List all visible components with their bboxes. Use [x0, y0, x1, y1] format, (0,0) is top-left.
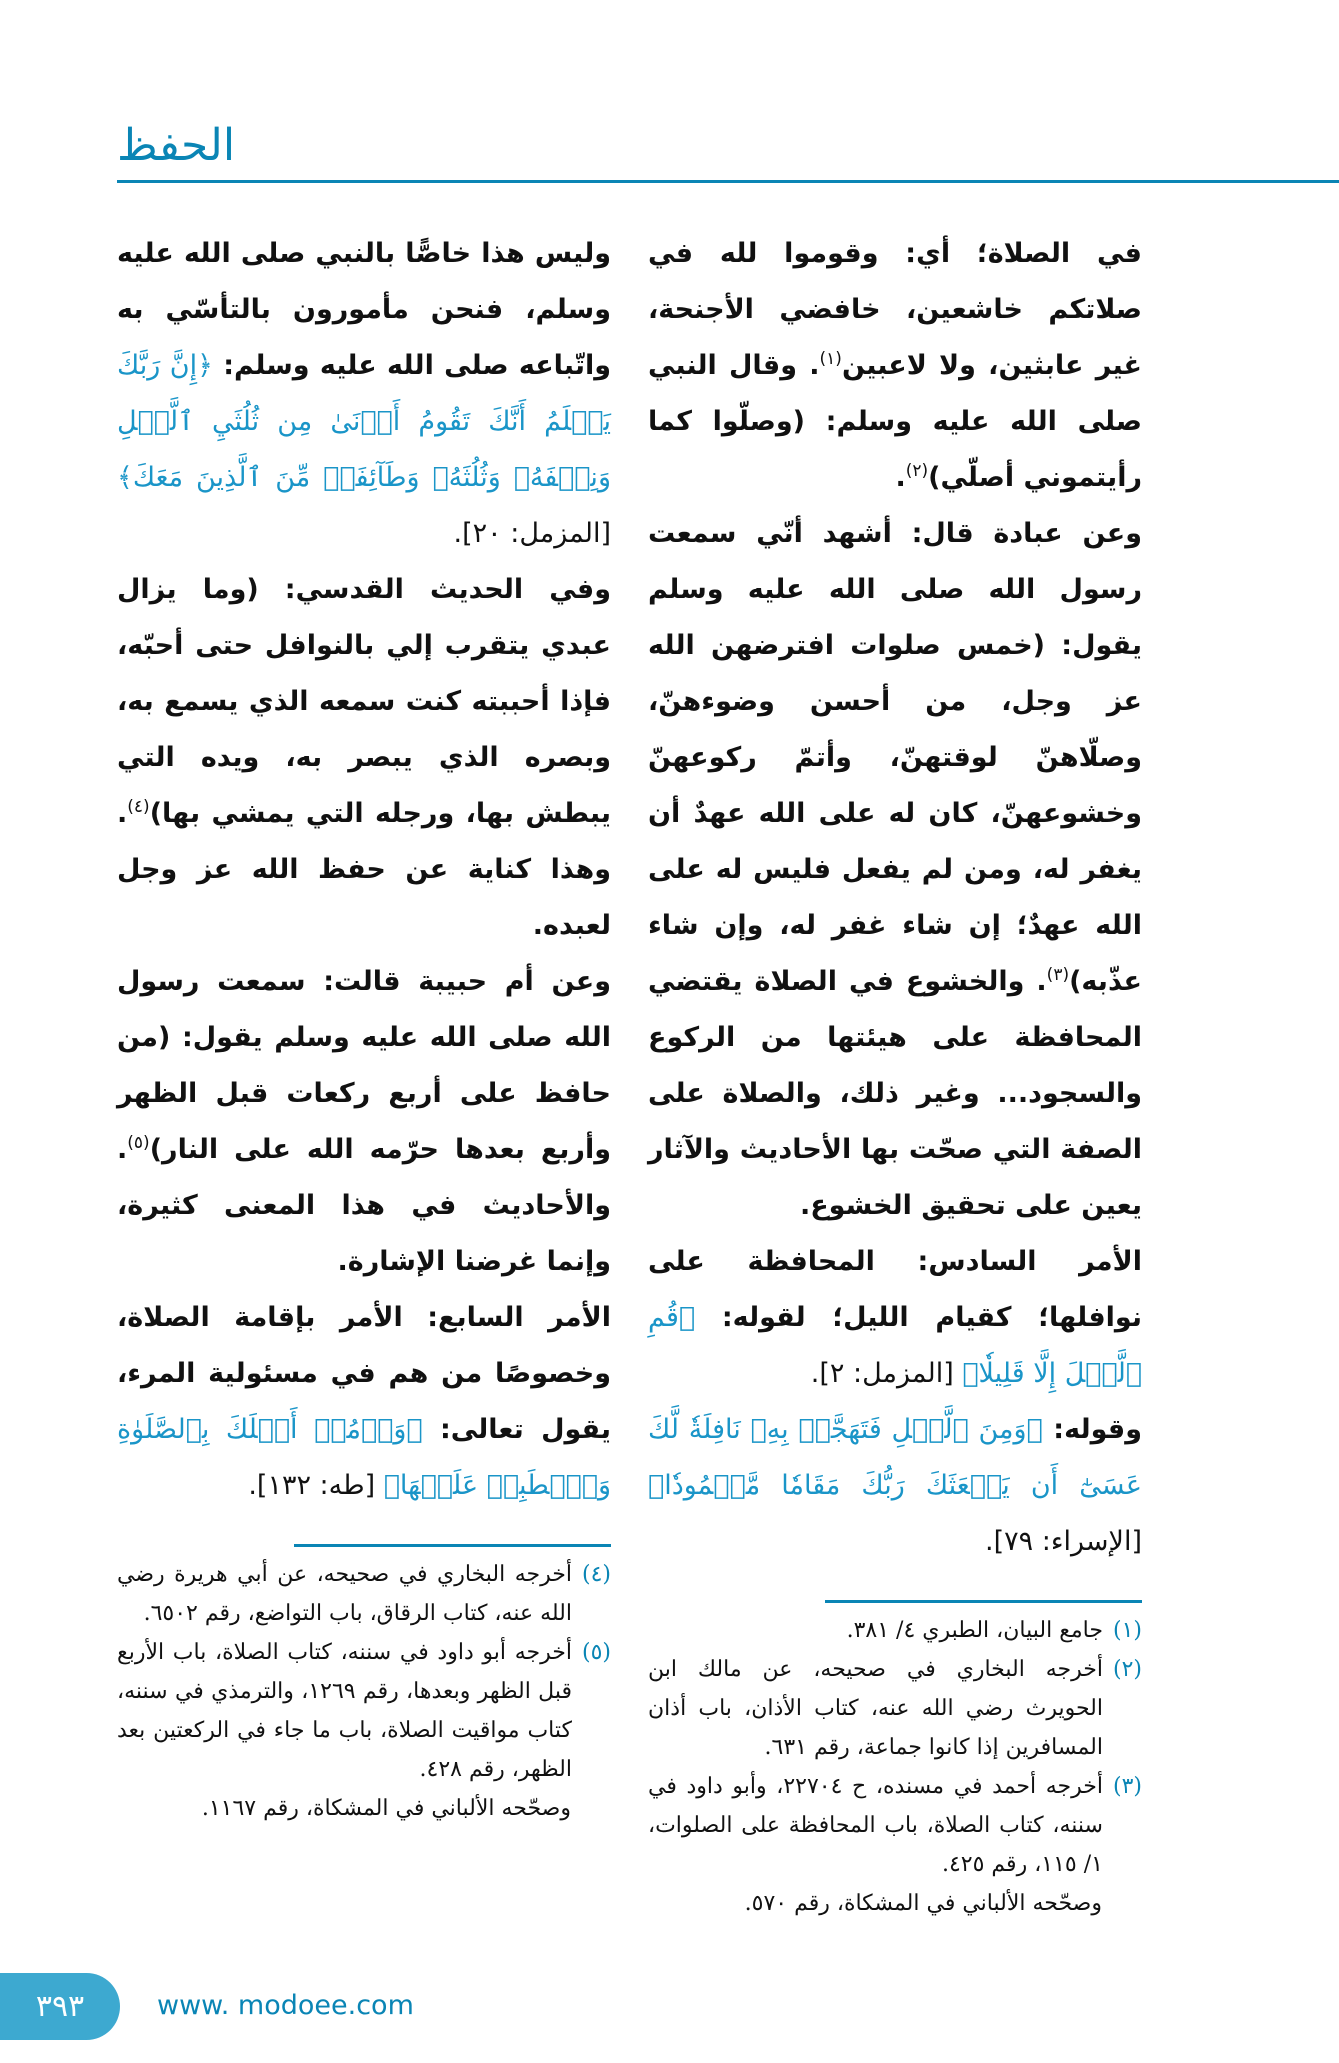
footnote-text: أخرجه البخاري في صحيحه، عن مالك ابن الحويرث رضي الله عنه، كتاب الأذان، باب أذان المسافرين إذا كانوا جماعة، رقم ٦٣١.: [648, 1657, 1103, 1760]
paragraph: [648, 226, 1142, 506]
footnote: [117, 1555, 611, 1633]
website-link[interactable]: www. modoee.com: [157, 1990, 414, 2021]
text-segment: . والأحاديث في هذا المعنى كثيرة، وإنما غرضنا الإشارة.: [117, 1134, 611, 1277]
chapter-title: الحفظ: [117, 120, 236, 171]
footnote-number: (٢): [1112, 1657, 1142, 1682]
quran-verse: ﴿وَمِنَ ٱلَّيۡلِ فَتَهَجَّدۡ بِهِۦ نَافِلَةٗ لَّكَ عَسَىٰٓ أَن يَبۡعَثَكَ رَبُّكَ مَقَامٗا مَّحۡمُودٗا﴾: [648, 1414, 1142, 1501]
text-segment: (وصلّوا كما رأيتموني أصلّي): [648, 406, 1142, 493]
left-column: [117, 226, 611, 1514]
text-segment: [الإسراء: ٧٩].: [985, 1526, 1142, 1557]
text-segment: وقوله:: [1042, 1414, 1142, 1445]
footnote-ref: (٥): [127, 1133, 150, 1153]
page-footer: [0, 1953, 1339, 2063]
footnote-note: وصحّحه الألباني في المشكاة، رقم ٥٧٠.: [744, 1891, 1102, 1916]
footnote-ref: (٤): [127, 797, 150, 817]
footnote-divider-left: [294, 1544, 611, 1547]
footnote-number: (١): [1112, 1618, 1142, 1643]
footnote-text: أخرجه أبو داود في سننه، كتاب الصلاة، باب الأربع قبل الظهر وبعدها، رقم ١٢٦٩، والترمذي في سننه، كتاب مواقيت الصلاة، باب ما جاء في الركعتين بعد الظهر، رقم ٤٢٨.: [117, 1640, 572, 1782]
right-column-wrapper: [648, 226, 1142, 1923]
footnote-number: (٥): [581, 1640, 611, 1665]
text-segment: [طه: ١٣٢].: [248, 1470, 384, 1501]
footnote: [117, 1633, 611, 1789]
paragraph: [117, 226, 611, 562]
footnote: [648, 1650, 1142, 1767]
quran-verse: ﴿وَأۡمُرۡ أَهۡلَكَ بِٱلصَّلَوٰةِ وَٱصۡطَبِرۡ عَلَيۡهَا﴾: [117, 1414, 611, 1501]
text-segment: [المزمل: ٢٠].: [453, 518, 611, 549]
left-column-wrapper: [117, 226, 611, 1923]
page-number: ٣٩٣: [35, 1989, 85, 2024]
text-segment: وعن أم حبيبة قالت: سمعت رسول الله صلى الله عليه وسلم يقول:: [117, 966, 611, 1053]
footnote-text: أخرجه البخاري في صحيحه، عن أبي هريرة رضي الله عنه، كتاب الرقاق، باب التواضع، رقم ٦٥٠٢.: [117, 1562, 572, 1626]
footnote-text: أخرجه أحمد في مسنده، ح ٢٢٧٠٤، وأبو داود في سننه، كتاب الصلاة، باب المحافظة على الصلوات، ١/ ١١٥، رقم ٤٢٥.: [648, 1774, 1103, 1877]
footnotes-left: [117, 1555, 611, 1828]
text-segment: وليس هذا خاصًّا بالنبي صلى الله عليه وسلم، فنحن مأمورون بالتأسّي به واتّباعه صلى الله عليه وسلم:: [117, 238, 612, 381]
paragraph: [117, 1290, 611, 1514]
page-header: [0, 0, 1339, 184]
footnote: [648, 1611, 1142, 1650]
text-segment: وفي الحديث القدسي:: [258, 574, 611, 605]
text-segment: الأمر السابع: الأمر بإقامة الصلاة، وخصوصًا من هم في مسئولية المرء، يقول تعالى:: [117, 1302, 612, 1445]
text-segment: .: [895, 462, 906, 493]
paragraph: [117, 562, 611, 954]
footnote-number: (٣): [1112, 1774, 1142, 1799]
paragraph: [648, 1234, 1142, 1402]
footnote-number: (٤): [581, 1562, 611, 1587]
footnotes-right: [648, 1611, 1142, 1923]
text-segment: . والخشوع في الصلاة يقتضي المحافظة على هيئتها من الركوع والسجود... وغير ذلك، والصلاة على الصفة التي صحّت بها الأحاديث والآثار يعين على تحقيق الخشوع.: [648, 966, 1142, 1221]
footnote: [648, 1767, 1142, 1884]
footnote-text: جامع البيان، الطبري ٤/ ٣٨١.: [846, 1618, 1103, 1643]
text-segment: (وما يزال عبدي يتقرب إلي بالنوافل حتى أحبّه، فإذا أحببته كنت سمعه الذي يسمع به، وبصره الذي يبصر به، ويده التي يبطش بها، ورجله التي يمشي بها): [117, 574, 611, 829]
text-segment: وعن عبادة قال: أشهد أنّي سمعت رسول الله صلى الله عليه وسلم يقول:: [648, 518, 1142, 661]
paragraph: [648, 506, 1142, 1234]
columns: [0, 184, 1339, 1923]
footnote-ref: (٢): [905, 461, 929, 481]
footnote-ref: (٣): [1046, 965, 1070, 985]
text-segment: الأمر السادس: المحافظة على نوافلها؛ كقيام الليل؛ لقوله:: [648, 1246, 1142, 1333]
quran-verse: ﴿إِنَّ رَبَّكَ يَعۡلَمُ أَنَّكَ تَقُومُ أَدۡنَىٰ مِن ثُلُثَيِ ٱلَّيۡلِ وَنِصۡفَهُۥ وَثُلُثَهُۥ وَطَآئِفَةٞ مِّنَ ٱلَّذِينَ مَعَكَ﴾: [117, 350, 611, 493]
text-segment: (من حافظ على أربع ركعات قبل الظهر وأربع بعدها حرّمه الله على النار): [117, 1022, 611, 1165]
paragraph: [117, 954, 611, 1290]
page-number-badge: [0, 1973, 120, 2040]
header-divider: [117, 180, 1339, 183]
footnote-divider-right: [825, 1600, 1142, 1603]
footnote-ref: (١): [819, 349, 842, 369]
text-segment: . وهذا كناية عن حفظ الله عز وجل لعبده.: [117, 798, 611, 941]
quran-verse: ﴿قُمِ ٱلَّيۡلَ إِلَّا قَلِيلٗا﴾: [648, 1302, 1142, 1389]
text-segment: [المزمل: ٢].: [810, 1358, 963, 1389]
text-segment: في الصلاة؛ أي: وقوموا لله في صلاتكم خاشعين، خافضي الأجنحة، غير عابثين، ولا لاعبين: [648, 238, 1142, 381]
right-column: [648, 226, 1142, 1570]
footnote-note: وصحّحه الألباني في المشكاة، رقم ١١٦٧.: [201, 1796, 571, 1821]
text-segment: . وقال النبي صلى الله عليه وسلم:: [648, 350, 1142, 437]
paragraph: [648, 1402, 1142, 1570]
text-segment: (خمس صلوات افترضهن الله عز وجل، من أحسن وضوءهنّ، وصلّاهنّ لوقتهنّ، وأتمّ ركوعهنّ وخشوعهنّ، كان له على الله عهدٌ أن يغفر له، ومن لم يفعل فليس له على الله عهدٌ؛ إن شاء غفر له، وإن شاء عذّبه): [648, 630, 1142, 997]
